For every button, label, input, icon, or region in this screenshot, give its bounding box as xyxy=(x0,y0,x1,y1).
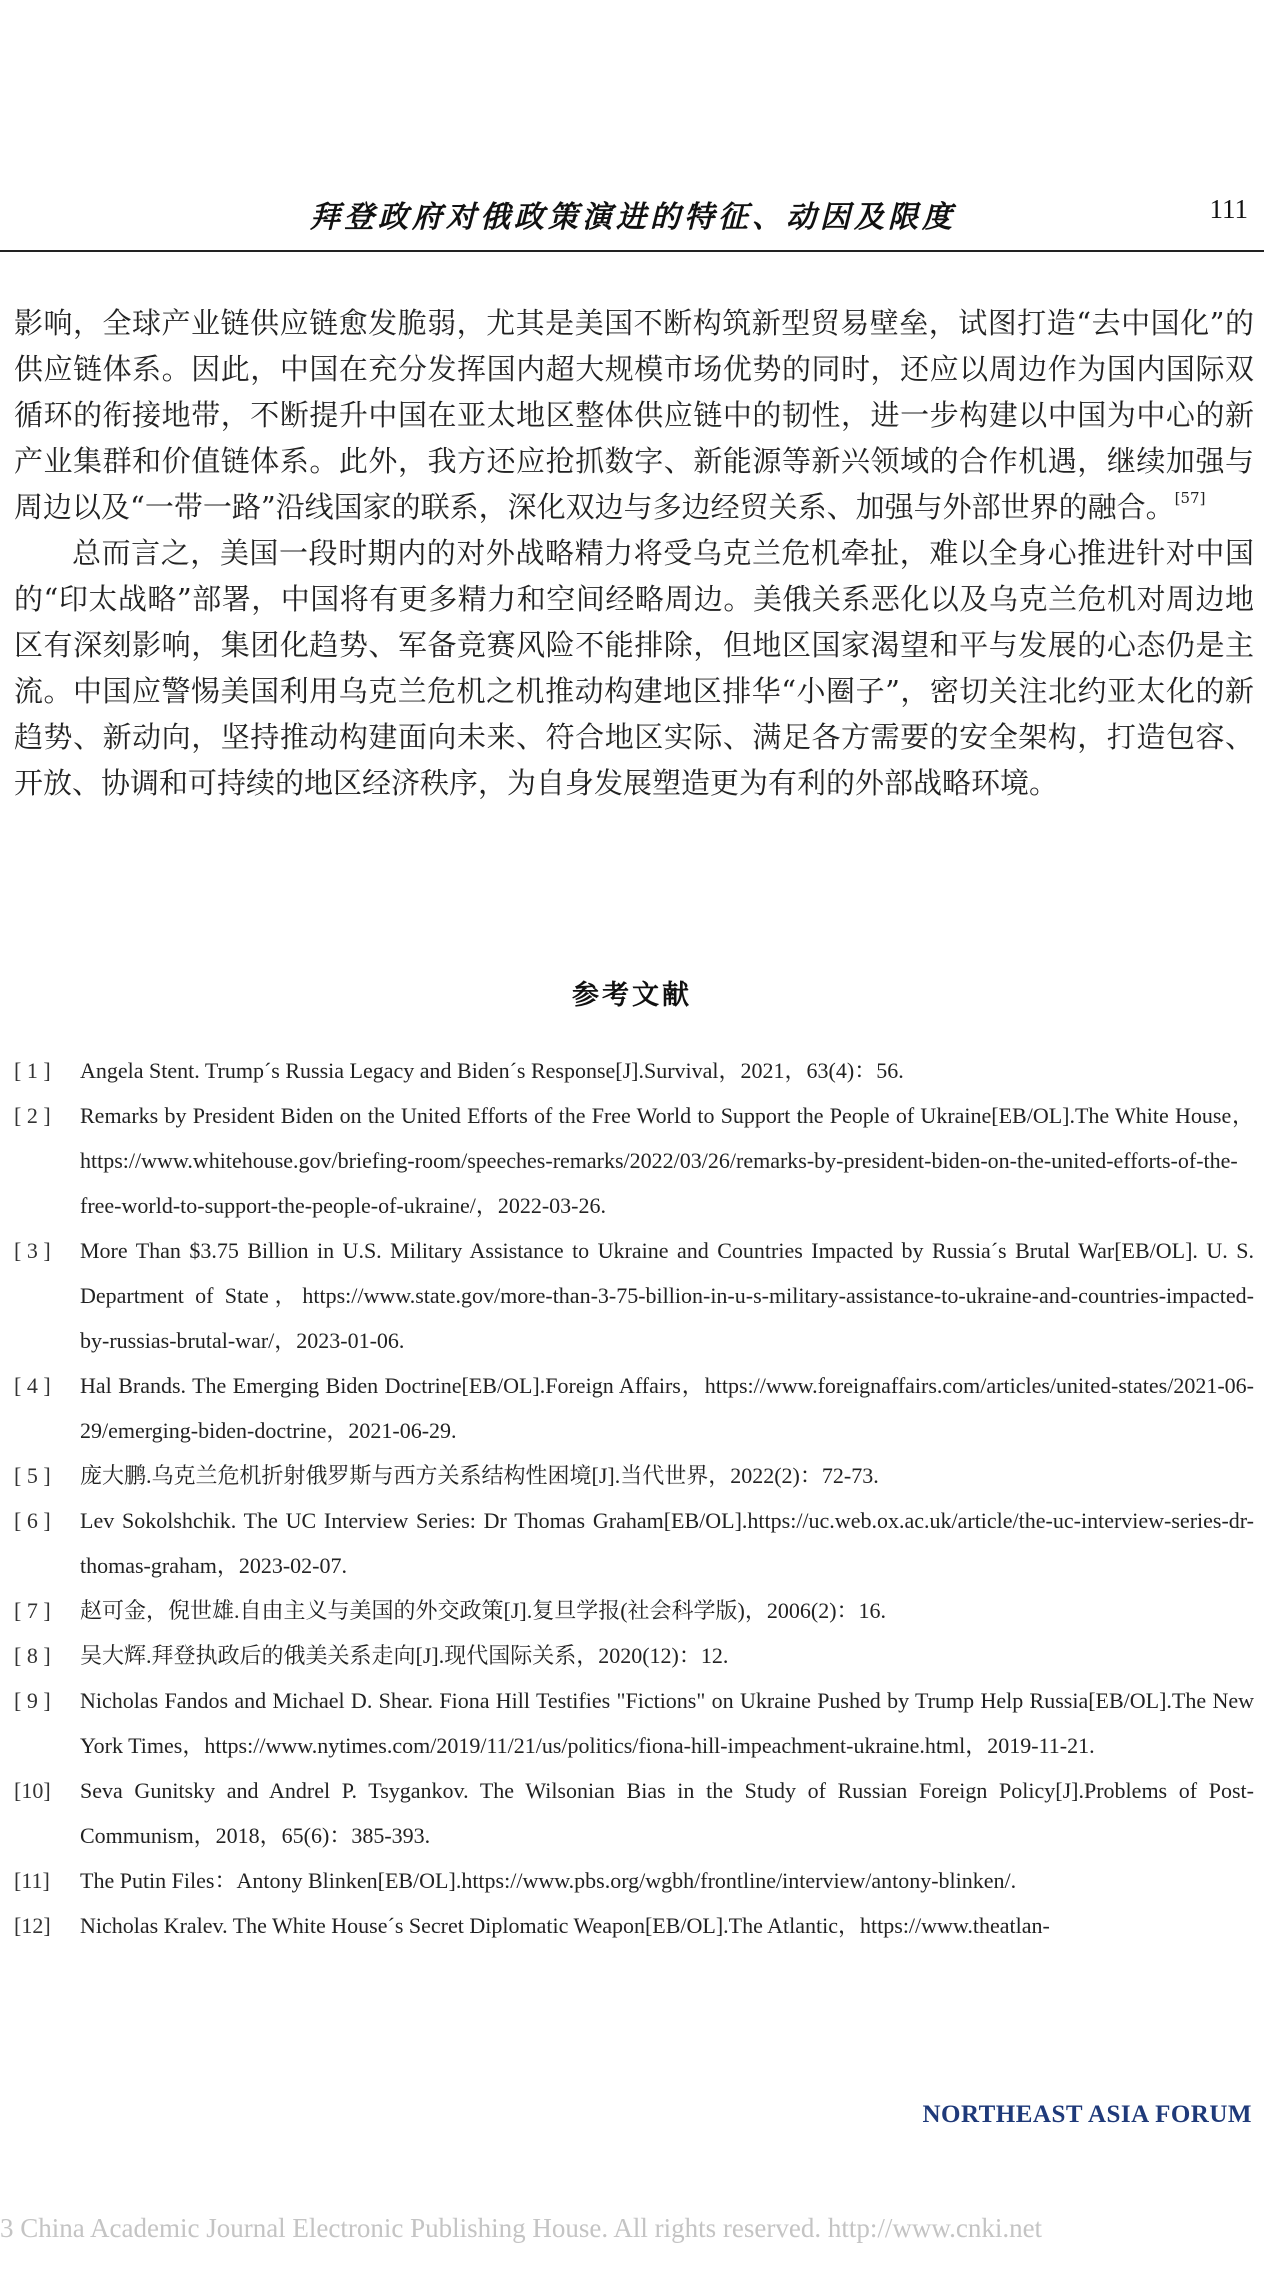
footnote-marker: [57] xyxy=(1174,489,1206,507)
body-text xyxy=(14,300,1254,806)
reference-list xyxy=(14,1048,1254,1948)
reference-text: 赵可金，倪世雄.自由主义与美国的外交政策[J].复旦学报(社会科学版)，2006(2)：16. xyxy=(80,1598,887,1623)
reference-item xyxy=(14,1588,1254,1633)
reference-number: [ 4 ] xyxy=(14,1373,51,1398)
reference-number: [10] xyxy=(14,1778,51,1803)
reference-item xyxy=(14,1363,1254,1453)
reference-item xyxy=(14,1633,1254,1678)
reference-text: Lev Sokolshchik. The UC Interview Series: Dr Thomas Graham[EB/OL].https://uc.web.ox.ac.uk/article/the-uc-interview-series-dr-thomas-graham，2023-02-07. xyxy=(80,1508,1254,1578)
reference-number: [ 5 ] xyxy=(14,1463,51,1488)
header-rule xyxy=(0,250,1264,252)
copyright-notice: 3 China Academic Journal Electronic Publishing House. All rights reserved. http://www.cnki.net xyxy=(0,2213,1043,2243)
journal-name: NORTHEAST ASIA FORUM xyxy=(922,2101,1252,2128)
reference-item xyxy=(14,1768,1254,1858)
references-heading: 参考文献 xyxy=(572,980,692,1011)
reference-number: [11] xyxy=(14,1868,50,1893)
reference-text: 庞大鹏.乌克兰危机折射俄罗斯与西方关系结构性困境[J].当代世界，2022(2)：72-73. xyxy=(80,1463,879,1488)
reference-number: [ 9 ] xyxy=(14,1688,51,1713)
reference-number: [ 2 ] xyxy=(14,1103,51,1128)
reference-number: [ 6 ] xyxy=(14,1508,51,1533)
page-number: 111 xyxy=(1209,194,1248,224)
reference-text: Remarks by President Biden on the United Efforts of the Free World to Support the People of Ukraine[EB/OL].The White House，https://www.whitehouse.gov/briefing-room/speeches-remarks/2022/03/26/remarks-by-president-biden-on-the-united-efforts-of-the-free-world-to-support-the-people-of-ukraine/，2022-03-26. xyxy=(80,1103,1254,1218)
running-title: 拜登政府对俄政策演进的特征、动因及限度 xyxy=(310,200,956,235)
reference-text: Nicholas Kralev. The White House´s Secret Diplomatic Weapon[EB/OL].The Atlantic，https://www.theatlan- xyxy=(80,1913,1050,1938)
reference-item xyxy=(14,1228,1254,1363)
reference-text: Hal Brands. The Emerging Biden Doctrine[EB/OL].Foreign Affairs，https://www.foreignaffairs.com/articles/united-states/2021-06-29/emerging-biden-doctrine，2021-06-29. xyxy=(80,1373,1254,1443)
running-header xyxy=(0,186,1264,236)
paragraph-2: 总而言之，美国一段时期内的对外战略精力将受乌克兰危机牵扯，难以全身心推进针对中国的“印太战略”部署，中国将有更多精力和空间经略周边。美俄关系恶化以及乌克兰危机对周边地区有深刻影响，集团化趋势、军备竞赛风险不能排除，但地区国家渴望和平与发展的心态仍是主流。中国应警惕美国利用乌克兰危机之机推动构建地区排华“小圈子”，密切关注北约亚太化的新趋势、新动向，坚持推动构建面向未来、符合地区实际、满足各方需要的安全架构，打造包容、开放、协调和可持续的地区经济秩序，为自身发展塑造更为有利的外部战略环境。 xyxy=(14,536,1254,800)
reference-text: Seva Gunitsky and Andrel P. Tsygankov. The Wilsonian Bias in the Study of Russian Foreign Policy[J].Problems of Post-Communism，2018，65(6)：385-393. xyxy=(80,1778,1254,1848)
reference-text: Angela Stent. Trump´s Russia Legacy and Biden´s Response[J].Survival，2021，63(4)：56. xyxy=(80,1058,904,1083)
reference-number: [12] xyxy=(14,1913,51,1938)
reference-text: Nicholas Fandos and Michael D. Shear. Fiona Hill Testifies "Fictions" on Ukraine Pushed by Trump Help Russia[EB/OL].The New York Times，https://www.nytimes.com/2019/11/21/us/politics/fiona-hill-impeachment-ukraine.html，2019-11-21. xyxy=(80,1688,1254,1758)
reference-number: [ 1 ] xyxy=(14,1058,51,1083)
reference-item xyxy=(14,1858,1254,1903)
reference-text: More Than $3.75 Billion in U.S. Military Assistance to Ukraine and Countries Impacted by Russia´s Brutal War[EB/OL]. U. S. Department of State，https://www.state.gov/more-than-3-75-billion-in-u-s-military-assistance-to-ukraine-and-countries-impacted-by-russias-brutal-war/，2023-01-06. xyxy=(80,1238,1254,1353)
reference-number: [ 8 ] xyxy=(14,1643,51,1668)
reference-number: [ 3 ] xyxy=(14,1238,51,1263)
reference-text: 吴大辉.拜登执政后的俄美关系走向[J].现代国际关系，2020(12)：12. xyxy=(80,1643,729,1668)
reference-number: [ 7 ] xyxy=(14,1598,51,1623)
reference-text: The Putin Files：Antony Blinken[EB/OL].https://www.pbs.org/wgbh/frontline/interview/antony-blinken/. xyxy=(80,1868,1017,1893)
reference-item xyxy=(14,1093,1254,1228)
reference-item xyxy=(14,1453,1254,1498)
reference-item xyxy=(14,1903,1254,1948)
reference-item xyxy=(14,1678,1254,1768)
paragraph-1: 影响，全球产业链供应链愈发脆弱，尤其是美国不断构筑新型贸易壁垒，试图打造“去中国化”的供应链体系。因此，中国在充分发挥国内超大规模市场优势的同时，还应以周边作为国内国际双循环的衔接地带，不断提升中国在亚太地区整体供应链中的韧性，进一步构建以中国为中心的新产业集群和价值链体系。此外，我方还应抢抓数字、新能源等新兴领域的合作机遇，继续加强与周边以及“一带一路”沿线国家的联系，深化双边与多边经贸关系、加强与外部世界的融合。[57] xyxy=(14,306,1254,524)
reference-item xyxy=(14,1498,1254,1588)
reference-item xyxy=(14,1048,1254,1093)
